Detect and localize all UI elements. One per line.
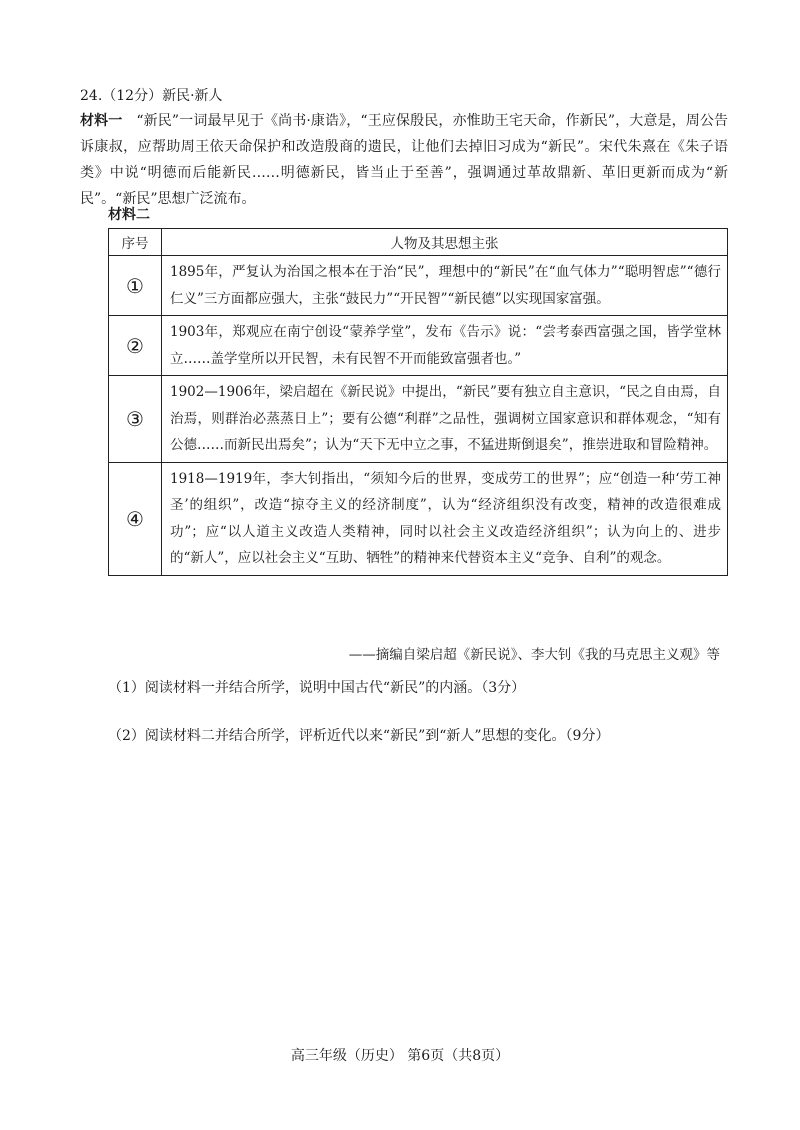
table-row [109, 256, 728, 316]
table-row [109, 462, 728, 575]
subquestion-two: （2）阅读材料二并结合所学，评析近代以来“新民”到“新人”思想的变化。（9分） [108, 728, 610, 744]
page-footer: 高三年级（历史） 第6页（共8页） [290, 1048, 510, 1064]
row-number: ② [109, 316, 162, 376]
material-one-label: 材料一 [80, 113, 123, 129]
row-content: 1895年，严复认为治国之根本在于治“民”，理想中的“新民”在“血气体力”“聪明智虑”“德行仁义”三方面都应强大，主张“鼓民力”“开民智”“新民德”以实现国家富强。 [162, 256, 728, 316]
table-row [109, 376, 728, 463]
row-number: ④ [109, 462, 162, 575]
row-number: ① [109, 256, 162, 316]
table-row [109, 316, 728, 376]
material-one [80, 108, 728, 212]
header-content: 人物及其思想主张 [162, 229, 728, 256]
subquestion-one: （1）阅读材料一并结合所学，说明中国古代“新民”的内涵。（3分） [108, 680, 526, 696]
row-content: 1918—1919年，李大钊指出，“须知今后的世界，变成劳工的世界”；应“创造一种‘劳工神圣’的组织”，改造“掠夺主义的经济制度”，认为“经济组织没有改变，精神的改造很难成功”；应“以人道主义改造人类精神，同时以社会主义改造经济组织”；认为向上的、进步的“新人”，应以社会主义“互助、牺牲”的精神来代替资本主义“竞争、自利”的观念。 [162, 462, 728, 575]
material-source: ——摘编自梁启超《新民说》、李大钊《我的马克思主义观》等 [348, 647, 720, 663]
row-content: 1903年，郑观应在南宁创设“蒙养学堂”，发布《告示》说：“尝考泰西富强之国，皆学堂林立……盖学堂所以开民智，未有民智不开而能致富强者也。” [162, 316, 728, 376]
row-number: ③ [109, 376, 162, 463]
question-title: 24.（12分）新民·新人 [80, 88, 223, 104]
table-header-row [109, 229, 728, 256]
material-two-label: 材料二 [108, 207, 150, 223]
header-number: 序号 [109, 229, 162, 256]
thoughts-table [108, 228, 728, 576]
row-content: 1902—1906年，梁启超在《新民说》中提出，“新民”要有独立自主意识，“民之自由焉，自治焉，则群治必蒸蒸日上”；要有公德“利群”之品性，强调树立国家意识和群体观念，“知有公德……而新民出焉矣”；认为“天下无中立之事，不猛进斯倒退矣”，推崇进取和冒险精神。 [162, 376, 728, 463]
material-one-text: “新民”一词最早见于《尚书·康诰》，“王应保殷民，亦惟助王宅天命，作新民”，大意是，周公告诉康叔，应帮助周王依天命保护和改造殷商的遗民，让他们去掉旧习成为“新民”。宋代朱熹在《朱子语类》中说“明德而后能新民……明德新民，皆当止于至善”，强调通过革故鼎新、革旧更新而成为“新民”。“新民”思想广泛流布。 [80, 113, 729, 207]
